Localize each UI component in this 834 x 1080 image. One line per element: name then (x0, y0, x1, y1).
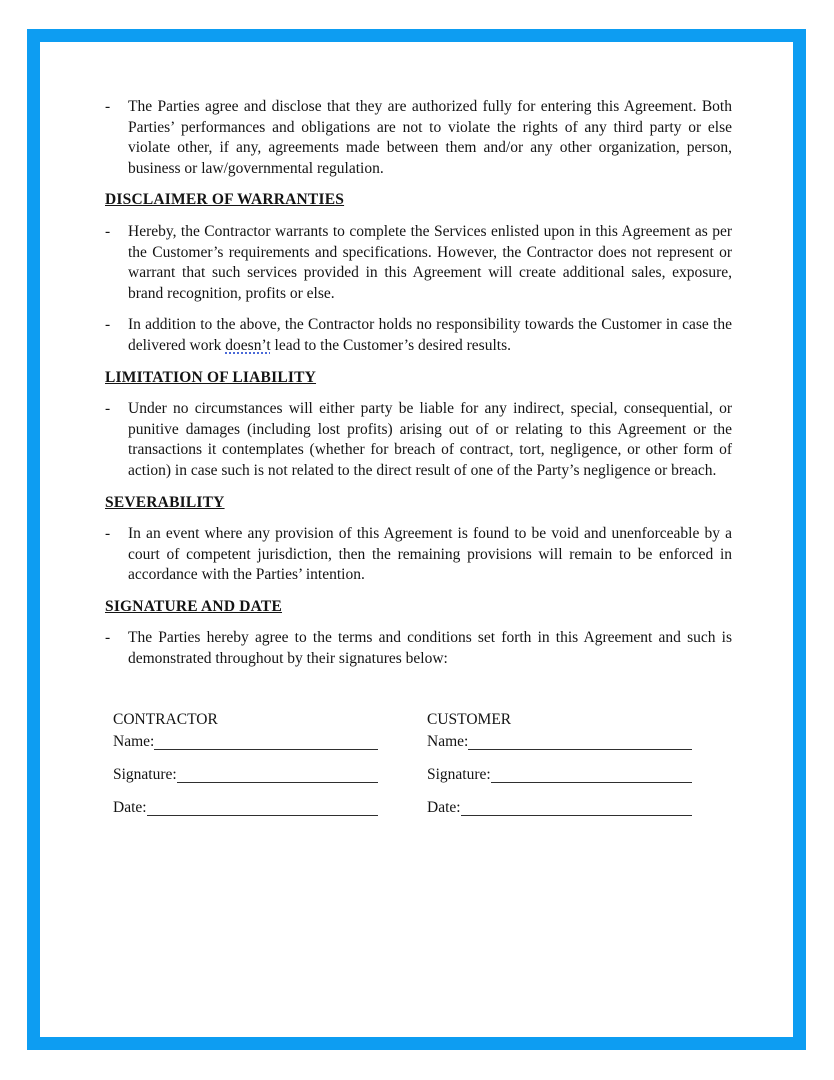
paragraph-text-after: lead to the Customer’s desired results. (270, 336, 511, 354)
customer-name-label: Name: (427, 733, 469, 751)
customer-name-line (468, 732, 692, 750)
disclaimer-paragraph-2 (128, 315, 732, 356)
customer-date-row (427, 798, 692, 818)
customer-signature-row (427, 765, 692, 785)
bullet-dash: - (105, 316, 111, 334)
customer-signature-line (491, 765, 692, 783)
signature-bullet-item (105, 628, 732, 669)
customer-title: CUSTOMER (427, 710, 512, 728)
spellcheck-underlined-word: doesn’t (225, 336, 271, 354)
contractor-date-line (147, 798, 378, 816)
disclaimer-bullet-item-2 (105, 315, 732, 356)
contractor-name-line (154, 732, 378, 750)
disclaimer-of-warranties-heading: DISCLAIMER OF WARRANTIES (105, 191, 345, 209)
liability-bullet-item (105, 399, 732, 481)
contractor-name-row (113, 732, 378, 752)
paragraph-text-before: In addition to the above, the Contractor holds no responsibility towards the Customer in case the delivered work (128, 316, 732, 354)
bullet-dash: - (105, 525, 111, 543)
customer-signature-column (427, 710, 692, 832)
customer-date-label: Date: (427, 799, 461, 817)
intro-bullet-item (105, 97, 732, 179)
limitation-of-liability-heading: LIMITATION OF LIABILITY (105, 368, 317, 386)
bullet-dash: - (105, 222, 111, 240)
bullet-dash: - (105, 98, 111, 115)
contractor-signature-line (177, 765, 378, 783)
contractor-signature-label: Signature: (113, 766, 177, 784)
contractor-name-label: Name: (113, 733, 155, 751)
contractor-date-label: Date: (113, 799, 147, 817)
signature-paragraph: The Parties hereby agree to the terms and conditions set forth in this Agreement and such is demonstrated throughout by their signatures below: (128, 629, 732, 668)
bullet-dash: - (105, 629, 111, 647)
bullet-dash: - (105, 400, 111, 418)
liability-paragraph: Under no circumstances will either party be liable for any indirect, special, consequential, or punitive damages (including lost profits) arising out of or relating to this Agreement or the transactions it contemplates (whether for breach of contract, tort, negligence, or other form of action) in case such is not related to the direct result of one of the Party’s negligence or breach. (128, 400, 732, 479)
severability-bullet-item (105, 524, 732, 586)
contractor-title: CONTRACTOR (113, 710, 218, 728)
customer-date-line (461, 798, 692, 816)
contractor-signature-column (113, 710, 378, 832)
customer-name-row (427, 732, 692, 752)
disclaimer-bullet-item-1 (105, 222, 732, 304)
contractor-signature-row (113, 765, 378, 785)
severability-paragraph: In an event where any provision of this Agreement is found to be void and unenforceable by a court of competent jurisdiction, then the remaining provisions will remain to be enforced in accordance with the Parties’ intention. (128, 525, 732, 584)
disclaimer-paragraph-1: Hereby, the Contractor warrants to complete the Services enlisted upon in this Agreement as per the Customer’s requirements and specifications. However, the Contractor does not represent or warrant that such services provided in this Agreement will create additional sales, exposure, brand recognition, profits or else. (128, 222, 732, 302)
signature-and-date-heading: SIGNATURE AND DATE (105, 597, 282, 615)
intro-paragraph: The Parties agree and disclose that they are authorized fully for entering this Agreement. Both Parties’ performances and obligations are not to violate the rights of any third party or else violate other, if any, agreements made between them and/or any other organization, person, business or law/governmental regulation. (128, 98, 732, 177)
severability-heading: SEVERABILITY (105, 493, 225, 511)
contractor-date-row (113, 798, 378, 818)
customer-signature-label: Signature: (427, 766, 491, 784)
document-content (105, 97, 732, 831)
signature-block (105, 710, 732, 832)
